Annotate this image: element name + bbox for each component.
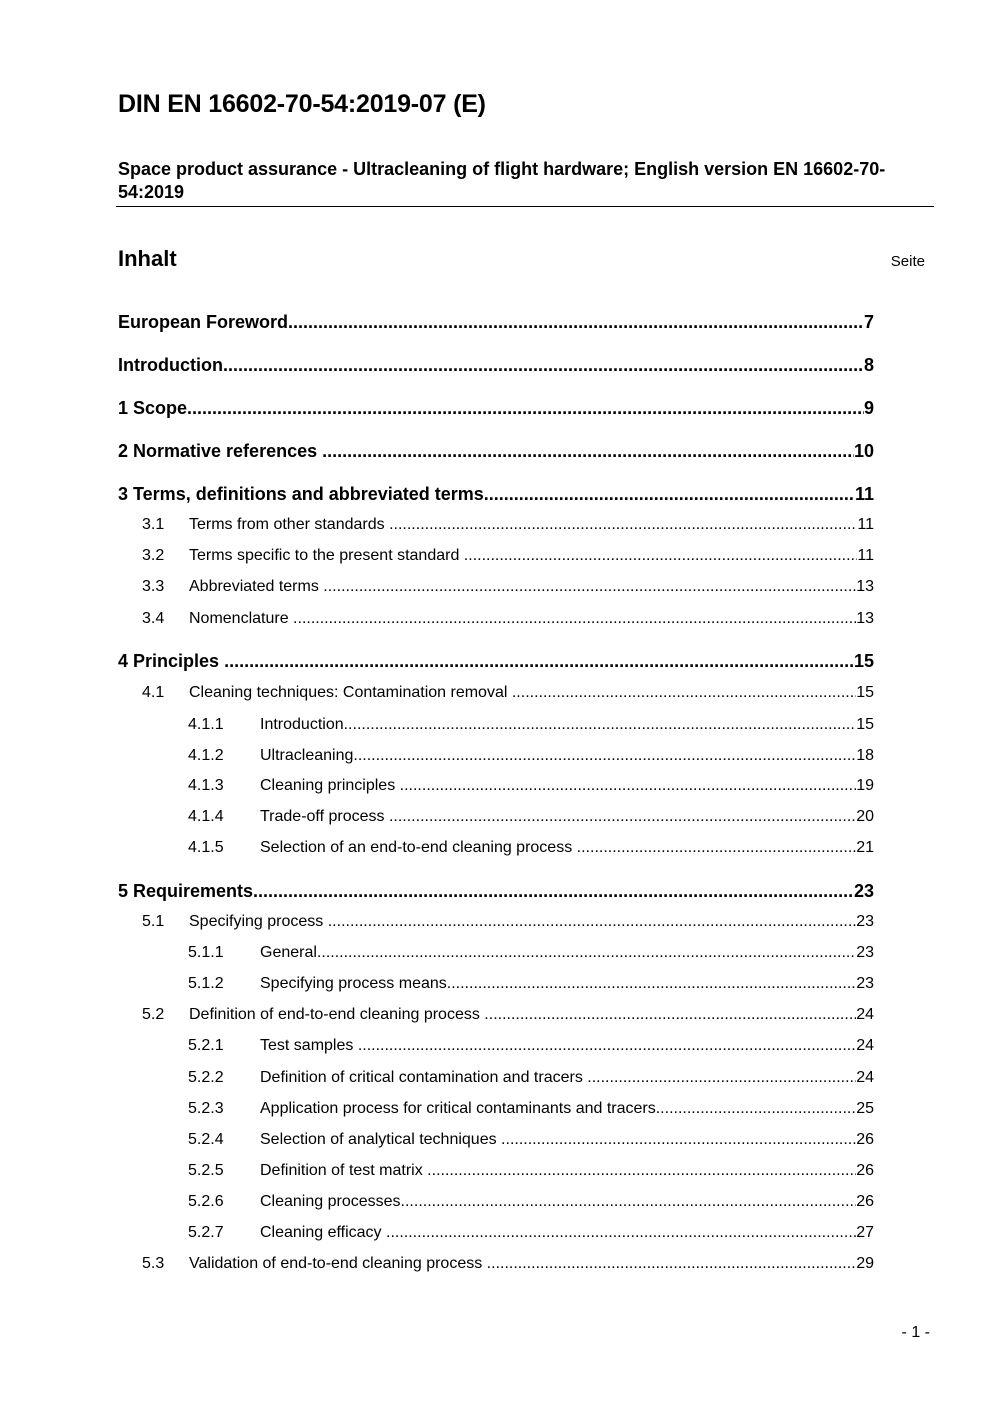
toc-dot-leader bbox=[400, 777, 857, 795]
toc-entry[interactable] bbox=[188, 839, 874, 861]
toc-entry-page: 7 bbox=[863, 312, 874, 332]
toc-entry-page: 18 bbox=[856, 747, 874, 764]
toc-entry-label: 2 Normative references bbox=[118, 441, 323, 461]
toc-entry-page: 23 bbox=[856, 944, 874, 961]
toc-entry[interactable] bbox=[118, 398, 874, 422]
toc-entry[interactable] bbox=[118, 484, 874, 508]
toc-dot-leader bbox=[587, 1069, 856, 1087]
toc-entry-label: Definition of test matrix bbox=[260, 1162, 428, 1179]
toc-entry-page: 26 bbox=[856, 1131, 874, 1148]
toc-entry-page: 15 bbox=[856, 684, 874, 701]
toc-entry[interactable] bbox=[188, 1224, 874, 1246]
toc-entry-number: 5.2.1 bbox=[188, 1037, 224, 1054]
toc-entry-number: 3.4 bbox=[142, 610, 165, 627]
toc-entry-page: 23 bbox=[856, 975, 874, 992]
toc-entry-label: Introduction bbox=[118, 355, 223, 375]
toc-entry-page: 26 bbox=[856, 1193, 874, 1210]
toc-entry[interactable] bbox=[142, 610, 874, 632]
toc-entry[interactable] bbox=[142, 1006, 874, 1028]
toc-entry-label: Trade-off process bbox=[260, 808, 389, 825]
toc-entry-page: 23 bbox=[853, 881, 874, 901]
toc-entry-label: 4 Principles bbox=[118, 651, 225, 671]
toc-entry-label: Specifying process means bbox=[260, 975, 447, 992]
toc-entry[interactable] bbox=[188, 975, 874, 997]
toc-entry-page: 24 bbox=[856, 1069, 874, 1086]
toc-entry-label: Selection of an end-to-end cleaning process bbox=[260, 839, 577, 856]
toc-entry-page: 26 bbox=[856, 1162, 874, 1179]
toc-entry-number: 5.2.7 bbox=[188, 1224, 224, 1241]
toc-dot-leader bbox=[344, 716, 857, 734]
toc-entry-label: Validation of end-to-end cleaning process bbox=[189, 1255, 487, 1272]
toc-entry-label: General bbox=[260, 944, 317, 961]
toc-entry-page: 15 bbox=[853, 651, 874, 671]
toc-dot-leader bbox=[293, 610, 856, 628]
toc-dot-leader bbox=[487, 1255, 857, 1273]
toc-entry-page: 11 bbox=[857, 516, 874, 533]
toc-dot-leader bbox=[322, 441, 854, 462]
toc-entry[interactable] bbox=[142, 516, 874, 538]
toc-entry[interactable] bbox=[188, 1069, 874, 1091]
toc-entry-label: Specifying process bbox=[189, 913, 328, 930]
toc-dot-leader bbox=[253, 881, 854, 902]
toc-dot-leader bbox=[317, 944, 856, 962]
toc-entry-number: 4.1.1 bbox=[188, 716, 224, 733]
toc-entry-label: Test samples bbox=[260, 1037, 358, 1054]
toc-dot-leader bbox=[401, 1193, 857, 1211]
toc-entry-label: Cleaning efficacy bbox=[260, 1224, 386, 1241]
toc-entry[interactable] bbox=[188, 1131, 874, 1153]
toc-dot-leader bbox=[484, 1006, 856, 1024]
toc-dot-leader bbox=[464, 547, 858, 565]
toc-entry-page: 11 bbox=[854, 484, 874, 504]
toc-entry-page: 13 bbox=[856, 578, 874, 595]
toc-dot-leader bbox=[389, 516, 857, 534]
toc-entry[interactable] bbox=[188, 716, 874, 738]
toc-dot-leader bbox=[447, 975, 856, 993]
toc-entry-label: Cleaning techniques: Contamination removal bbox=[189, 684, 512, 701]
toc-entry-number: 4.1.5 bbox=[188, 839, 224, 856]
toc-entry[interactable] bbox=[142, 913, 874, 935]
toc-entry-page: 8 bbox=[863, 355, 874, 375]
toc-entry[interactable] bbox=[142, 1255, 874, 1277]
toc-entry-number: 5.1 bbox=[142, 913, 165, 930]
toc-entry[interactable] bbox=[142, 684, 874, 706]
toc-entry-number: 5.3 bbox=[142, 1255, 165, 1272]
toc-entry-label: Ultracleaning bbox=[260, 747, 354, 764]
toc-entry[interactable] bbox=[118, 312, 874, 336]
toc-dot-leader bbox=[512, 684, 856, 702]
toc-entry-page: 11 bbox=[857, 547, 874, 564]
toc-entry-label: Nomenclature bbox=[189, 610, 294, 627]
toc-entry[interactable] bbox=[188, 777, 874, 799]
toc-dot-leader bbox=[501, 1131, 856, 1149]
toc-dot-leader bbox=[353, 747, 856, 765]
toc-dot-leader bbox=[223, 355, 864, 376]
toc-entry[interactable] bbox=[188, 944, 874, 966]
toc-entry-label: Abbreviated terms bbox=[189, 578, 324, 595]
toc-dot-leader bbox=[358, 1037, 856, 1055]
toc-entry[interactable] bbox=[188, 1037, 874, 1059]
toc-entry-page: 27 bbox=[856, 1224, 874, 1241]
document-title: DIN EN 16602-70-54:2019-07 (E) bbox=[118, 90, 486, 118]
toc-entry-number: 5.1.2 bbox=[188, 975, 224, 992]
toc-entry[interactable] bbox=[188, 808, 874, 830]
toc-entry-label: Introduction bbox=[260, 716, 344, 733]
toc-entry-label: Cleaning processes bbox=[260, 1193, 401, 1210]
toc-entry[interactable] bbox=[188, 747, 874, 769]
toc-entry-number: 4.1.4 bbox=[188, 808, 224, 825]
toc-dot-leader bbox=[224, 651, 854, 672]
toc-dot-leader bbox=[386, 1224, 856, 1242]
toc-entry-page: 24 bbox=[856, 1037, 874, 1054]
toc-entry-page: 9 bbox=[863, 398, 874, 418]
toc-entry-page: 24 bbox=[856, 1006, 874, 1023]
toc-entry-page: 21 bbox=[856, 839, 874, 856]
toc-dot-leader bbox=[577, 839, 857, 857]
toc-entry[interactable] bbox=[118, 441, 874, 465]
toc-entry-page: 10 bbox=[853, 441, 874, 461]
toc-entry-page: 19 bbox=[856, 777, 874, 794]
toc-entry[interactable] bbox=[118, 651, 874, 675]
toc-entry-label: Cleaning principles bbox=[260, 777, 400, 794]
toc-entry-number: 3.3 bbox=[142, 578, 165, 595]
toc-entry-number: 5.2.6 bbox=[188, 1193, 224, 1210]
toc-entry-label: 5 Requirements bbox=[118, 881, 254, 901]
toc-dot-leader bbox=[389, 808, 856, 826]
toc-entry-number: 5.2.4 bbox=[188, 1131, 224, 1148]
toc-entry-number: 4.1.2 bbox=[188, 747, 224, 764]
toc-entry-page: 15 bbox=[856, 716, 874, 733]
toc-entry-page: 13 bbox=[856, 610, 874, 627]
toc-entry-page: 25 bbox=[856, 1100, 874, 1117]
toc-entry-number: 3.1 bbox=[142, 516, 165, 533]
toc-dot-leader bbox=[328, 913, 856, 931]
toc-dot-leader bbox=[288, 312, 864, 333]
toc-heading: Inhalt bbox=[118, 246, 177, 271]
toc-entry[interactable] bbox=[188, 1162, 874, 1184]
toc-dot-leader bbox=[427, 1162, 856, 1180]
toc-entry-number: 5.2.2 bbox=[188, 1069, 224, 1086]
toc-entry-number: 5.2.3 bbox=[188, 1100, 224, 1117]
toc-entry-number: 4.1 bbox=[142, 684, 165, 701]
toc-dot-leader bbox=[484, 484, 855, 505]
toc-entry-label: European Foreword bbox=[118, 312, 289, 332]
page-number: - 1 - bbox=[901, 1324, 930, 1341]
toc-entry-label: Selection of analytical techniques bbox=[260, 1131, 502, 1148]
toc-entry-label: Definition of critical contamination and tracers bbox=[260, 1069, 588, 1086]
toc-entry-page: 20 bbox=[856, 808, 874, 825]
toc-entry-label: 1 Scope bbox=[118, 398, 188, 418]
toc-entry-page: 29 bbox=[856, 1255, 874, 1272]
toc-entry-label: Terms specific to the present standard bbox=[189, 547, 464, 564]
toc-dot-leader bbox=[323, 578, 856, 596]
toc-entry[interactable] bbox=[142, 578, 874, 600]
toc-entry[interactable] bbox=[142, 547, 874, 569]
toc-dot-leader bbox=[187, 398, 864, 419]
document-subtitle: Space product assurance - Ultracleaning of flight hardware; English version EN 16602-70-54:2019 bbox=[118, 159, 886, 202]
toc-entry-label: Terms from other standards bbox=[189, 516, 390, 533]
toc-entry-label: Definition of end-to-end cleaning process bbox=[189, 1006, 485, 1023]
toc-page-label: Seite bbox=[890, 253, 925, 270]
toc-entry-label: Application process for critical contaminants and tracers bbox=[260, 1100, 656, 1117]
toc-dot-leader bbox=[656, 1100, 856, 1118]
toc-entry-page: 23 bbox=[856, 913, 874, 930]
toc-entry-label: 3 Terms, definitions and abbreviated terms bbox=[118, 484, 484, 504]
toc-entry-number: 5.2.5 bbox=[188, 1162, 224, 1179]
toc-entry[interactable] bbox=[118, 355, 874, 379]
toc-entry-number: 3.2 bbox=[142, 547, 165, 564]
toc-entry-number: 4.1.3 bbox=[188, 777, 224, 794]
toc-entry-number: 5.1.1 bbox=[188, 944, 224, 961]
toc-entry[interactable] bbox=[118, 881, 874, 905]
toc-entry[interactable] bbox=[188, 1100, 874, 1122]
toc-entry-number: 5.2 bbox=[142, 1006, 165, 1023]
toc-entry[interactable] bbox=[188, 1193, 874, 1215]
